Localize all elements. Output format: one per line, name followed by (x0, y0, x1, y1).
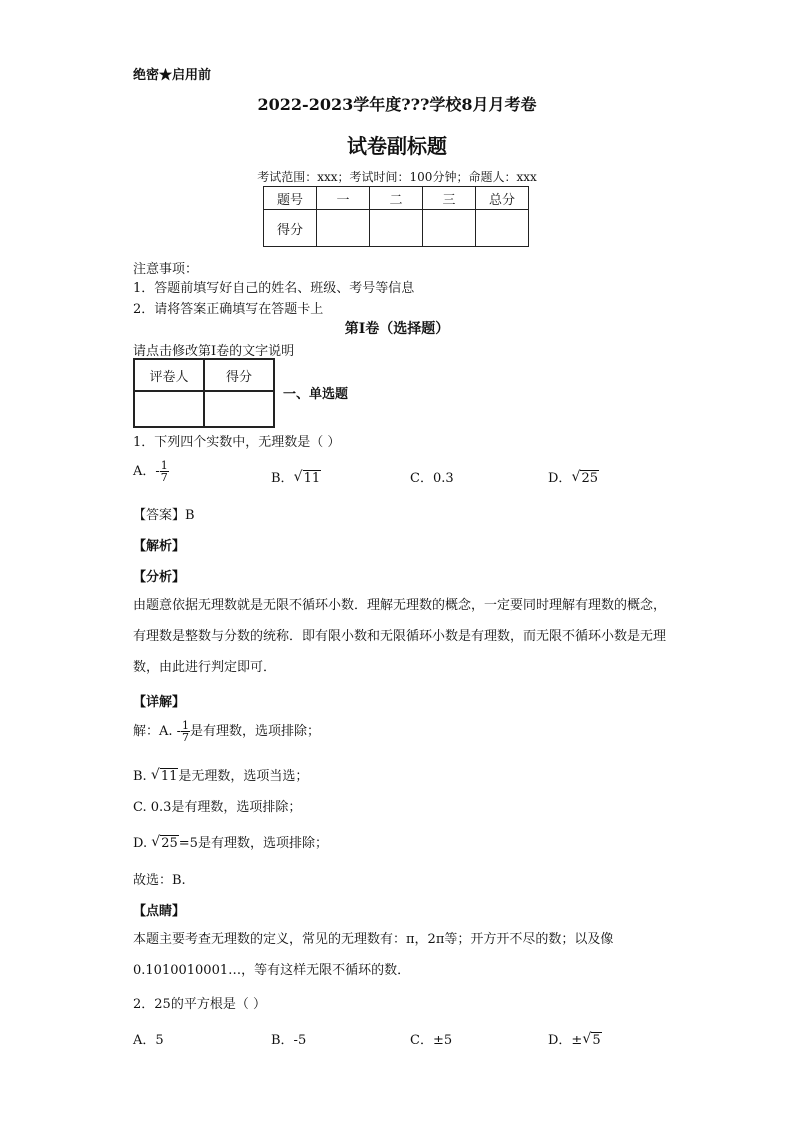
notes-item: 1．答题前填写好自己的姓名、班级、考号等信息 (133, 281, 415, 296)
question-1-option-c[interactable]: C．0.3 (410, 471, 454, 486)
question-1-stem: 1．下列四个实数中，无理数是（ ） (133, 435, 341, 450)
notes-item: 2．请将答案正确填写在答题卡上 (133, 302, 324, 317)
grader-header-cell: 得分 (204, 359, 274, 391)
fraction: $\frac{1}{7}$ (182, 719, 190, 744)
question-2-option-d[interactable]: D．± √ 5 (548, 1031, 601, 1048)
score-cell[interactable] (317, 210, 370, 247)
exam-info: 考试范围：xxx；考试时间：100分钟；命题人：xxx (257, 170, 537, 184)
score-cell[interactable] (423, 210, 476, 247)
sqrt-icon: √ 25 (151, 834, 178, 851)
score-header-cell: 二 (370, 187, 423, 210)
answer: 【答案】B (133, 508, 195, 523)
conclusion: 故选：B. (133, 873, 186, 888)
exam-title: 2022-2023学年度???学校8月月考卷 (257, 95, 537, 114)
secret-mark: 绝密★启用前 (133, 68, 212, 83)
detail-d: D. √ 25=5是有理数，选项排除； (133, 834, 328, 851)
fraction: $\frac{1}{7}$ (160, 459, 168, 484)
exam-subtitle: 试卷副标题 (347, 134, 447, 158)
grader-cell[interactable] (134, 391, 204, 427)
score-cell[interactable] (370, 210, 423, 247)
sqrt-icon: √ 11 (150, 767, 178, 784)
analysis-label: 【解析】 (133, 539, 186, 554)
question-2-option-a[interactable]: A．5 (133, 1033, 164, 1048)
question-1-option-a[interactable] (133, 460, 169, 483)
dianjing-text: 本题主要考查无理数的定义，常见的无理数有：π，2π等；开方开不尽的数；以及像0.1010010001…，等有这样无限不循环的数． (133, 932, 614, 978)
score-header-cell: 总分 (476, 187, 529, 210)
score-row-label: 得分 (264, 210, 317, 247)
sqrt-icon: √ 25 (571, 469, 598, 486)
sqrt-icon: √ 11 (293, 469, 321, 486)
grader-header-cell: 评卷人 (134, 359, 204, 391)
fenxi-label: 【分析】 (133, 570, 186, 585)
sqrt-icon: √ 5 (582, 1031, 601, 1048)
grader-table (133, 358, 275, 428)
fenxi-text: 由题意依据无理数就是无限不循环小数．理解无理数的概念，一定要同时理解有理数的概念，有理数是整数与分数的统称．即有限小数和无限循环小数是有理数，而无限不循环小数是无理数，由此进行判定即可． (133, 598, 667, 675)
section-title: 一、单选题 (283, 387, 349, 402)
volume-hint[interactable]: 请点击修改第I卷的文字说明 (133, 344, 295, 359)
option-a-prefix: A．- (133, 464, 160, 479)
question-1-option-d[interactable]: D． √ 25 (548, 469, 598, 486)
detail-label: 【详解】 (133, 695, 186, 710)
question-2-stem: 2．25的平方根是（ ） (133, 997, 266, 1012)
detail-c: C. 0.3是有理数，选项排除； (133, 800, 302, 815)
detail-a: 解：A. - $\frac{1}{7}$ 是有理数，选项排除； (133, 719, 321, 744)
question-1-option-b[interactable]: B． √ 11 (271, 469, 321, 486)
score-table (263, 186, 529, 247)
score-header-cell: 题号 (264, 187, 317, 210)
grader-cell[interactable] (204, 391, 274, 427)
detail-b: B. √ 11是无理数，选项当选； (133, 767, 309, 784)
volume-title: 第I卷（选择题） (344, 321, 450, 337)
score-cell[interactable] (476, 210, 529, 247)
notes-heading: 注意事项： (133, 262, 199, 277)
score-header-cell: 一 (317, 187, 370, 210)
question-2-option-c[interactable]: C．±5 (410, 1033, 453, 1048)
question-2-option-b[interactable]: B．-5 (271, 1033, 307, 1048)
score-header-cell: 三 (423, 187, 476, 210)
dianjing-label: 【点睛】 (133, 904, 186, 919)
